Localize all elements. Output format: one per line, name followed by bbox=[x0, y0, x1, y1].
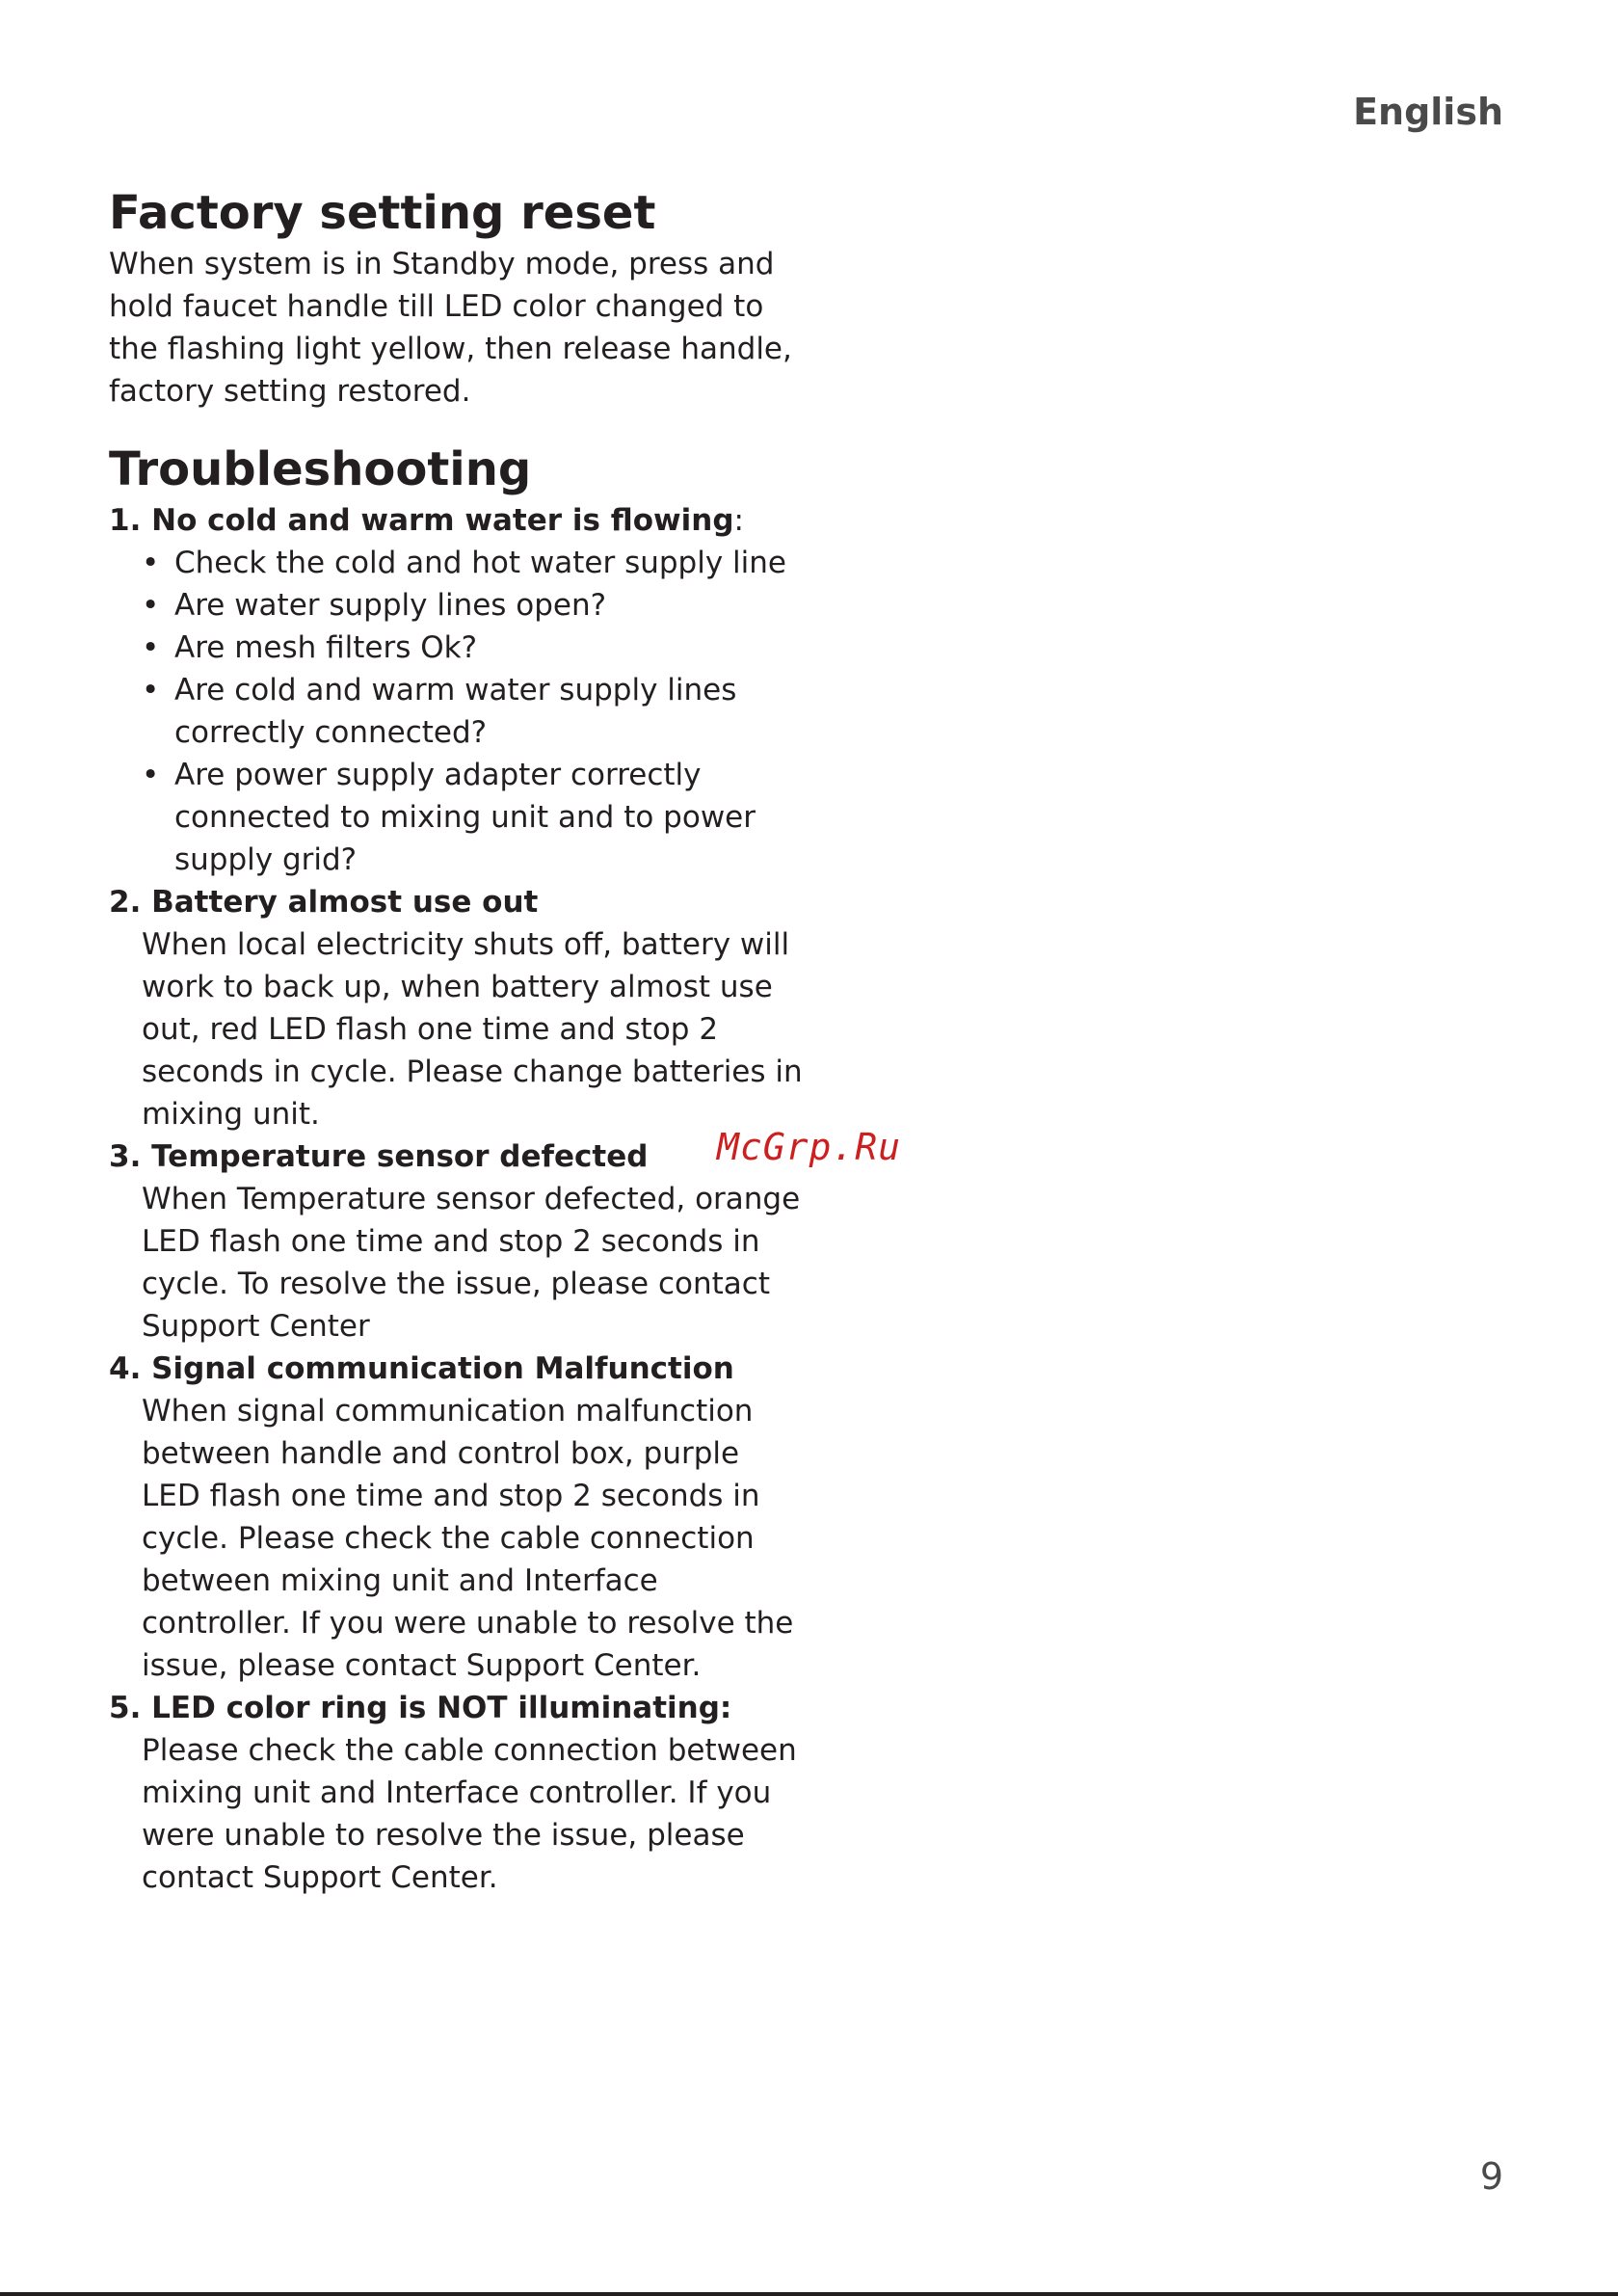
item-title: 2. Battery almost use out bbox=[109, 885, 539, 920]
troubleshooting-item bbox=[109, 881, 803, 1135]
item-title: 4. Signal communication Malfunction bbox=[109, 1351, 734, 1386]
troubleshooting-section bbox=[109, 440, 803, 1899]
item-title: 3. Temperature sensor defected bbox=[109, 1139, 649, 1174]
troubleshooting-item bbox=[109, 1348, 803, 1687]
troubleshooting-item bbox=[109, 1135, 803, 1348]
factory-reset-text: When system is in Standby mode, press and hold faucet handle till LED color changed to the flashing light yellow, then release handle, factory setting restored. bbox=[109, 247, 792, 409]
checklist bbox=[109, 542, 803, 881]
page-content bbox=[109, 183, 803, 1899]
bottom-divider bbox=[0, 2292, 1618, 2296]
list-item: • Are water supply lines open? bbox=[142, 588, 607, 623]
item-title: 5. LED color ring is NOT illuminating: bbox=[109, 1691, 732, 1725]
list-item: • Are power supply adapter correctly connected to mixing unit and to power supply grid? bbox=[142, 758, 756, 877]
factory-reset-heading: Factory setting reset bbox=[109, 186, 656, 240]
watermark: McGrp.Ru bbox=[717, 1126, 902, 1168]
troubleshooting-item bbox=[109, 499, 803, 881]
item-description: When signal communication malfunction between handle and control box, purple LED flash one time and stop 2 seconds in cycle. Please check the cable connection between mixing unit and Interface controller. If you were unable to resolve the issue, please contact Support Center. bbox=[142, 1394, 794, 1683]
list-item: • Check the cold and hot water supply line bbox=[142, 546, 786, 580]
troubleshooting-heading: Troubleshooting bbox=[109, 442, 532, 496]
page-number: 9 bbox=[1479, 2155, 1503, 2198]
language-label: English bbox=[1353, 91, 1503, 133]
list-item: • Are cold and warm water supply lines correctly connected? bbox=[142, 673, 737, 750]
item-description: Please check the cable connection between mixing unit and Interface controller. If you were unable to resolve the issue, please contact Support Center. bbox=[142, 1733, 797, 1895]
factory-reset-section bbox=[109, 183, 803, 413]
list-item: • Are mesh filters Ok? bbox=[142, 630, 478, 665]
troubleshooting-item bbox=[109, 1687, 803, 1899]
item-title: 1. No cold and warm water is flowing: bbox=[109, 503, 744, 538]
item-description: When Temperature sensor defected, orange LED flash one time and stop 2 seconds in cycle. To resolve the issue, please contact Support Center bbox=[142, 1182, 801, 1344]
item-description: When local electricity shuts off, battery will work to back up, when battery almost use out, red LED flash one time and stop 2 seconds in cycle. Please change batteries in mixing unit. bbox=[142, 927, 803, 1132]
